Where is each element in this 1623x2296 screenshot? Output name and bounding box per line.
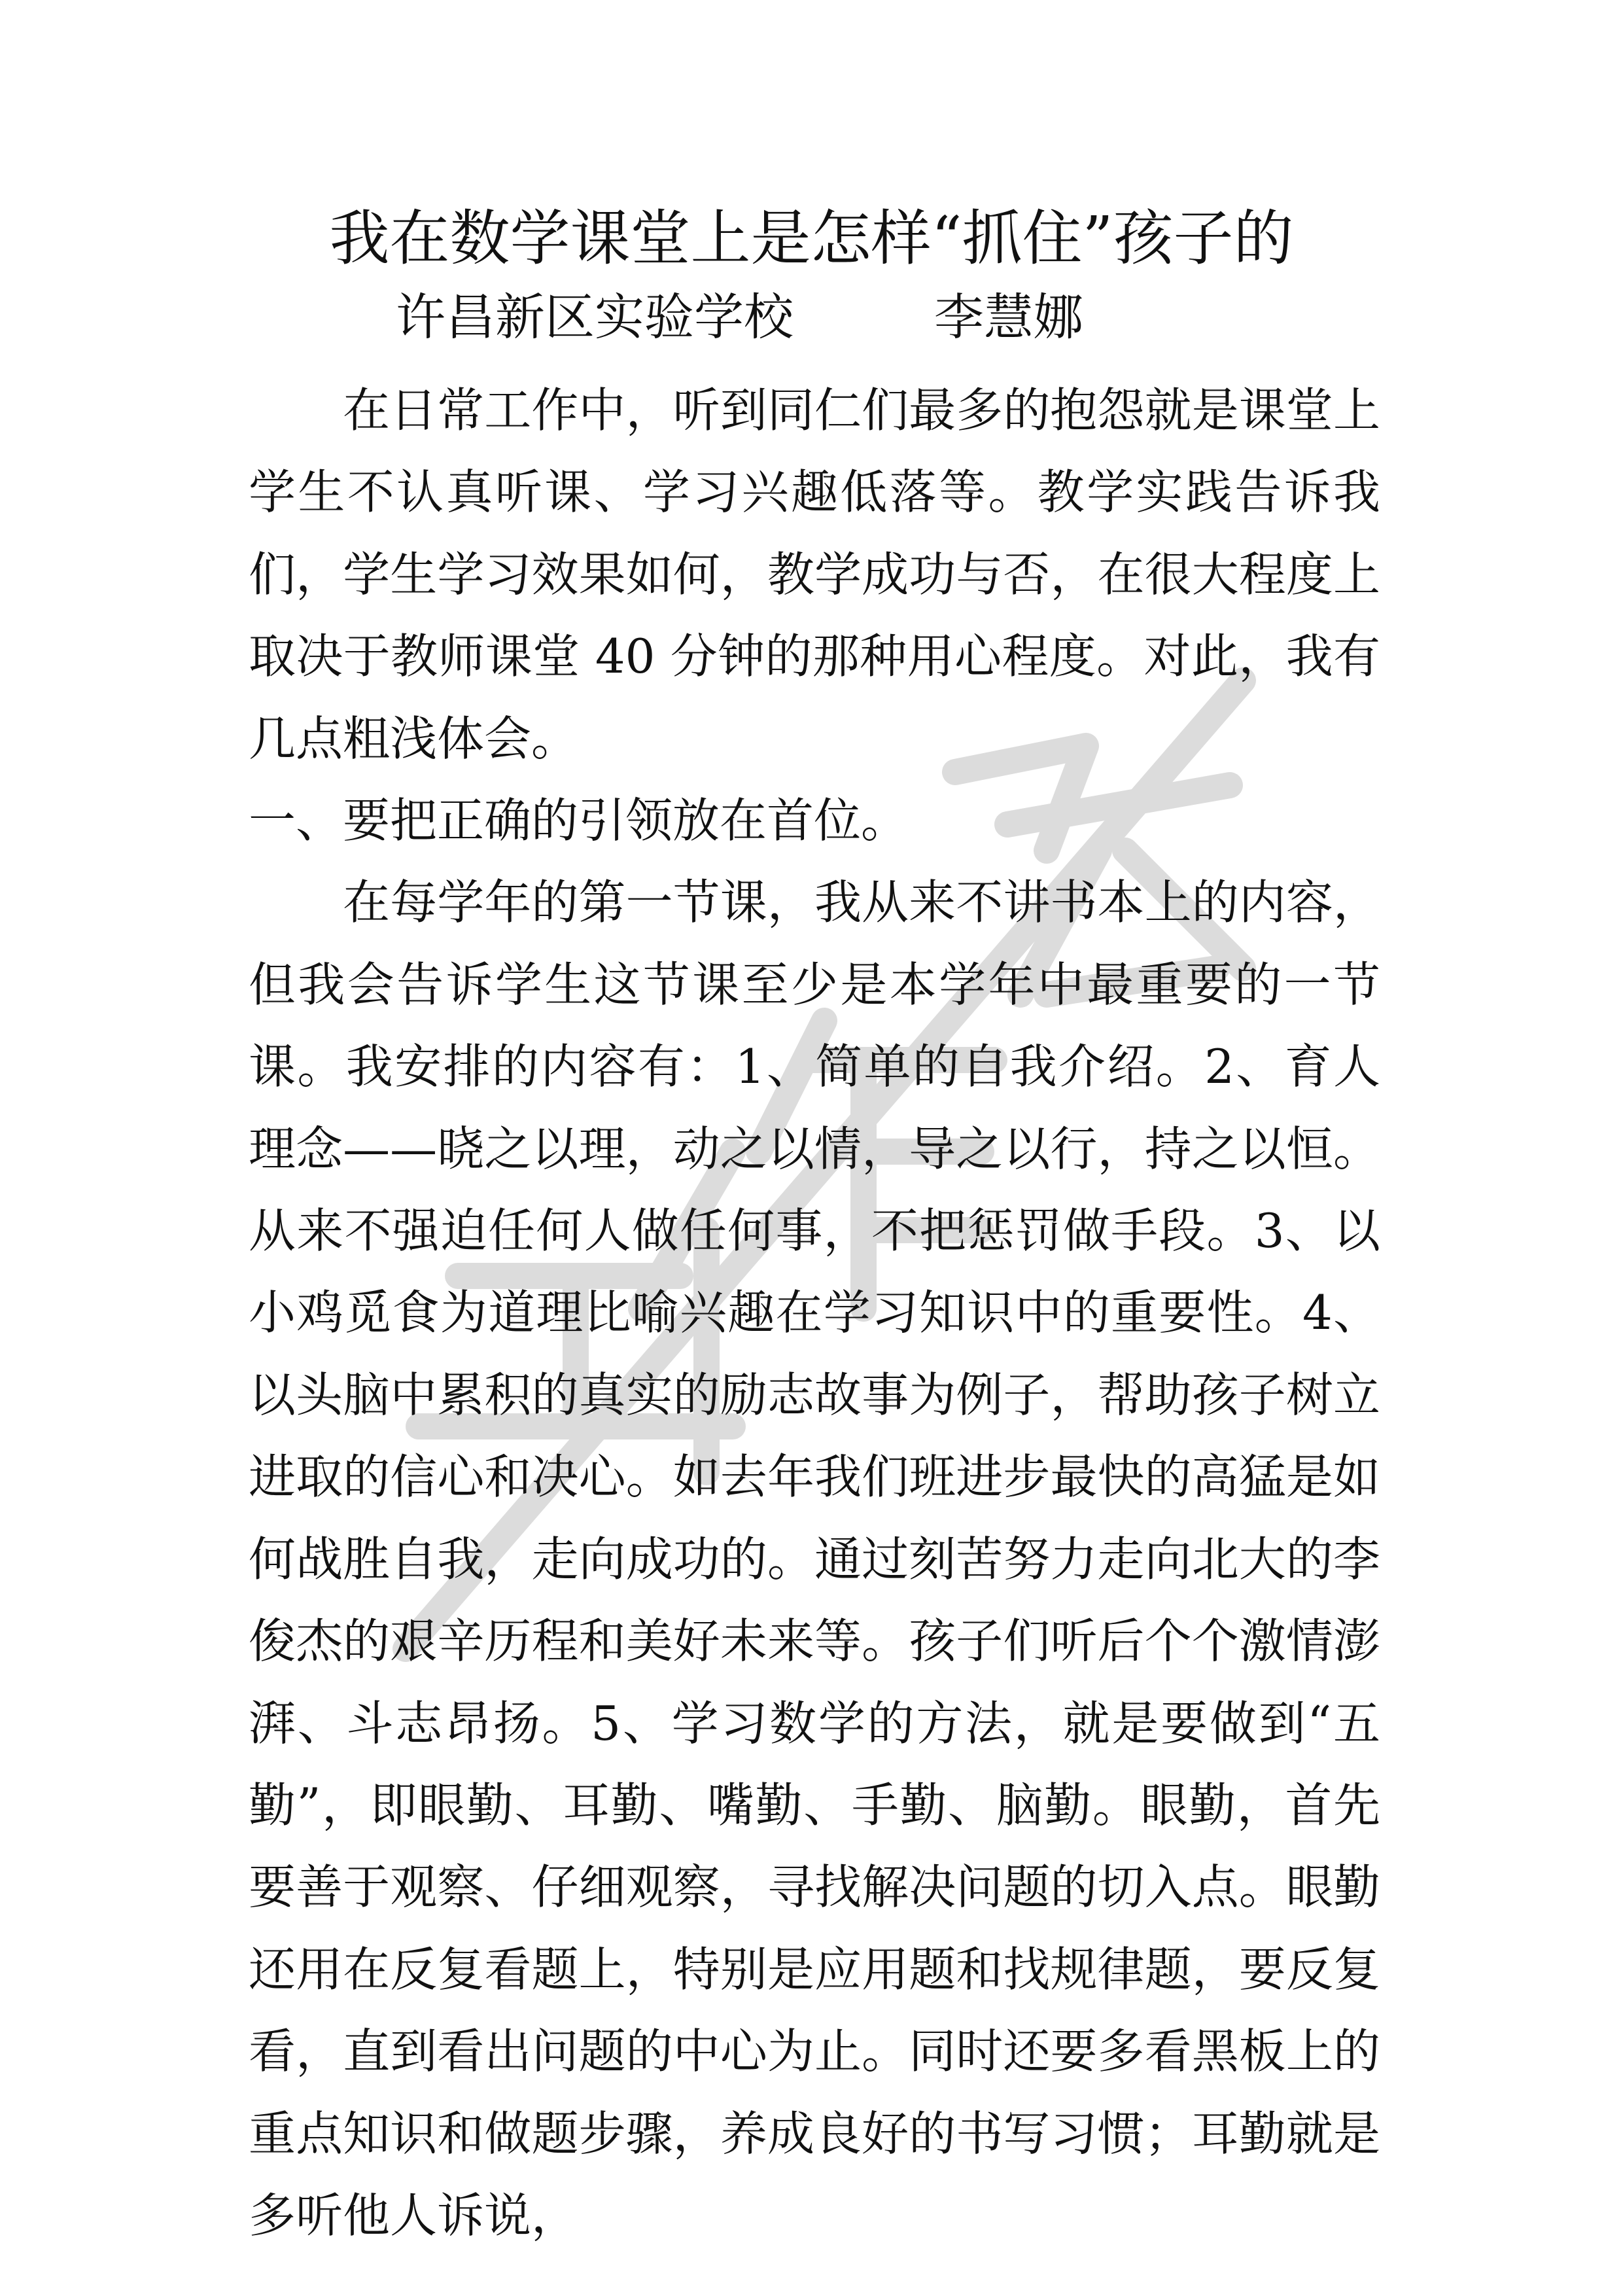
- document-title: 我在数学课堂上是怎样“抓住”孩子的: [329, 203, 1294, 274]
- paragraph-first-lesson: 在每学年的第一节课，我从来不讲书本上的内容，但我会告诉学生这节课至少是本学年中最重要的一节课。我安排的内容有：1、简单的自我介绍。2、育人理念——晓之以理，动之以情，导之以行，持之以恒。从来不强迫任何人做任何事，不把惩罚做手段。3、以小鸡觅食为道理比喻兴趣在学习知识中的重要性。4、以头脑中累积的真实的励志故事为例子，帮助孩子树立进取的信心和决心。如去年我们班进步最快的高猛是如何战胜自我，走向成功的。通过刻苦努力走向北大的李俊杰的艰辛历程和美好未来等。孩子们听后个个激情澎湃、斗志昂扬。5、学习数学的方法，就是要做到“五勤”，即眼勤、耳勤、嘴勤、手勤、脑勤。眼勤，首先要善于观察、仔细观察，寻找解决问题的切入点。眼勤还用在反复看题上，特别是应用题和找规律题，要反复看，直到看出问题的中心为止。同时还要多看黑板上的重点知识和做题步骤，养成良好的书写习惯；耳勤就是多听他人诉说，: [249, 875, 1380, 2243]
- author-name: 李慧娜: [934, 288, 1083, 346]
- school-name: 许昌新区实验学校: [396, 288, 794, 346]
- paragraph-intro: 在日常工作中，听到同仁们最多的抱怨就是课堂上学生不认真听课、学习兴趣低落等。教学实践告诉我们，学生学习效果如何，教学成功与否，在很大程度上取决于教师课堂 40 分钟的那种用心程度。对此，我有几点粗浅体会。: [249, 383, 1380, 766]
- section-heading: 一、要把正确的引领放在首位。: [249, 793, 909, 849]
- document-body: [249, 370, 1380, 2257]
